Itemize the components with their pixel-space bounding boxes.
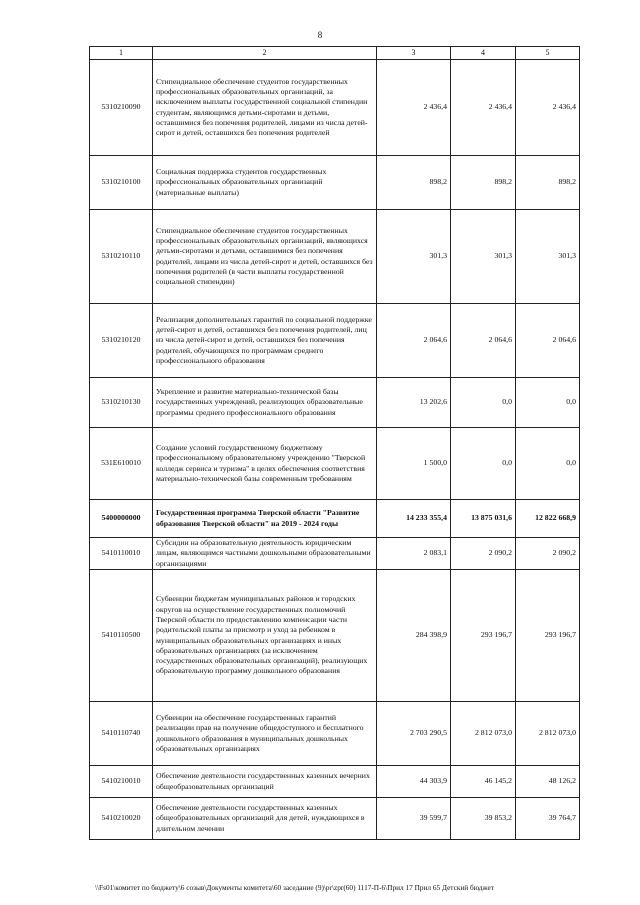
table-row bbox=[90, 378, 580, 428]
table-row bbox=[90, 500, 580, 538]
table-row bbox=[90, 538, 580, 570]
row-value-col5: 898,2 bbox=[516, 156, 580, 210]
row-name: Стипендиальное обеспечение студентов государственных профессиональных образовательных организаций, являющихся детьми-сиротами и детьми, оставшимися без попечения родителей, лицами из числа детей-сирот и детей, оставшихся без попечения родителей (в части выплаты государственной социальной стипендии) bbox=[153, 210, 377, 304]
row-name: Обеспечение деятельности государственных казенных общеобразовательных организаций для детей, нуждающихся в длительном лечении bbox=[153, 798, 377, 840]
row-code: 5410210020 bbox=[90, 798, 153, 840]
row-name: Субсидии на образовательную деятельность юридическим лицам, являющимся частными дошкольными образовательными организациями bbox=[153, 538, 377, 570]
row-name: Реализация дополнительных гарантий по социальной поддержке детей-сирот и детей, оставшихся без попечения родителей, лиц из числа детей-сирот и детей, оставшихся без попечения родителей, обучающихся по программам среднего профессионального образования bbox=[153, 304, 377, 378]
row-value-col3: 2 064,6 bbox=[377, 304, 451, 378]
header-col-1: 1 bbox=[90, 47, 153, 60]
row-value-col3: 44 303,9 bbox=[377, 766, 451, 798]
row-value-col5: 301,3 bbox=[516, 210, 580, 304]
row-value-col4: 46 145,2 bbox=[451, 766, 516, 798]
row-name: Укрепление и развитие материально-технической базы государственных учреждений, реализующих образовательные программы среднего профессионального образования bbox=[153, 378, 377, 428]
row-value-col4: 0,0 bbox=[451, 378, 516, 428]
row-code: 5410110500 bbox=[90, 570, 153, 702]
row-value-col3: 2 083,1 bbox=[377, 538, 451, 570]
row-value-col5: 0,0 bbox=[516, 378, 580, 428]
table-row bbox=[90, 702, 580, 766]
row-value-col5: 39 764,7 bbox=[516, 798, 580, 840]
row-name: Субвенции бюджетам муниципальных районов и городских округов на осуществление государственных полномочий Тверской области по предоставлению компенсации части родительской платы за присмотр и уход за ребенком в муниципальных образовательных организациях и иных образовательных организациях (за исключением государственных образовательных организаций), реализующих образовательную программу дошкольного образования bbox=[153, 570, 377, 702]
row-value-col4: 39 853,2 bbox=[451, 798, 516, 840]
row-value-col4: 2 064,6 bbox=[451, 304, 516, 378]
row-value-col4: 0,0 bbox=[451, 428, 516, 500]
row-name: Обеспечение деятельности государственных казенных вечерних общеобразовательных организаций bbox=[153, 766, 377, 798]
row-value-col4: 2 436,4 bbox=[451, 60, 516, 156]
row-value-col3: 39 599,7 bbox=[377, 798, 451, 840]
row-name: Субвенции на обеспечение государственных гарантий реализации прав на получение общедоступного и бесплатного дошкольного образования в муниципальных дошкольных образовательных организациях bbox=[153, 702, 377, 766]
row-value-col5: 2 090,2 bbox=[516, 538, 580, 570]
header-col-3: 3 bbox=[377, 47, 451, 60]
header-col-2: 2 bbox=[153, 47, 377, 60]
header-col-4: 4 bbox=[451, 47, 516, 60]
row-value-col3: 13 202,6 bbox=[377, 378, 451, 428]
table-row bbox=[90, 210, 580, 304]
row-value-col4: 13 875 031,6 bbox=[451, 500, 516, 538]
row-value-col5: 293 196,7 bbox=[516, 570, 580, 702]
row-value-col4: 2 812 073,0 bbox=[451, 702, 516, 766]
row-code: 5310210090 bbox=[90, 60, 153, 156]
budget-table bbox=[89, 46, 580, 840]
row-name: Создание условий государственному бюджетному профессиональному образовательному учреждению "Тверской колледж сервиса и туризма" в целях обеспечения соответствия материально-технической базы современным требованиям bbox=[153, 428, 377, 500]
row-value-col5: 2 436,4 bbox=[516, 60, 580, 156]
row-value-col4: 293 196,7 bbox=[451, 570, 516, 702]
row-value-col3: 301,3 bbox=[377, 210, 451, 304]
row-value-col3: 14 233 355,4 bbox=[377, 500, 451, 538]
row-value-col4: 2 090,2 bbox=[451, 538, 516, 570]
row-value-col3: 284 398,9 bbox=[377, 570, 451, 702]
table-row bbox=[90, 798, 580, 840]
row-value-col3: 898,2 bbox=[377, 156, 451, 210]
row-name: Стипендиальное обеспечение студентов государственных профессиональных образовательных организаций, за исключением выплаты государственной социальной стипендии студентам, являющимся детьми-сиротами и детьми, оставшимися без попечения родителей, лицами из числа детей-сирот и детей, оставшихся без попечения родителей bbox=[153, 60, 377, 156]
row-code: 5410210010 bbox=[90, 766, 153, 798]
row-value-col5: 2 812 073,0 bbox=[516, 702, 580, 766]
row-code: 5310210120 bbox=[90, 304, 153, 378]
row-name: Социальная поддержка студентов государственных профессиональных образовательных организаций (материальные выплаты) bbox=[153, 156, 377, 210]
row-value-col3: 2 703 290,5 bbox=[377, 702, 451, 766]
row-code: 5310210130 bbox=[90, 378, 153, 428]
row-value-col4: 301,3 bbox=[451, 210, 516, 304]
table-row bbox=[90, 304, 580, 378]
table-header-row bbox=[90, 47, 580, 60]
row-code: 5310210110 bbox=[90, 210, 153, 304]
table-row bbox=[90, 570, 580, 702]
row-code: 5400000000 bbox=[90, 500, 153, 538]
header-col-5: 5 bbox=[516, 47, 580, 60]
table-row bbox=[90, 156, 580, 210]
row-code: 5310210100 bbox=[90, 156, 153, 210]
row-name: Государственная программа Тверской области "Развитие образования Тверской области" на 2019 - 2024 годы bbox=[153, 500, 377, 538]
row-value-col4: 898,2 bbox=[451, 156, 516, 210]
file-path-footer: \\Fs01\комитет по бюджету\6 созыв\Документы комитета\60 заседание (9)\pr\zpr(60) 1117-П-6\Прил 17 Прил 65 Детский бюджет bbox=[95, 883, 494, 892]
table-row bbox=[90, 428, 580, 500]
row-code: 5410110010 bbox=[90, 538, 153, 570]
row-code: 531E610010 bbox=[90, 428, 153, 500]
table-row bbox=[90, 60, 580, 156]
row-value-col3: 2 436,4 bbox=[377, 60, 451, 156]
row-value-col5: 0,0 bbox=[516, 428, 580, 500]
row-value-col5: 12 822 668,9 bbox=[516, 500, 580, 538]
page-number: 8 bbox=[317, 30, 323, 40]
row-value-col3: 1 500,0 bbox=[377, 428, 451, 500]
row-value-col5: 48 126,2 bbox=[516, 766, 580, 798]
table-row bbox=[90, 766, 580, 798]
row-code: 5410110740 bbox=[90, 702, 153, 766]
row-value-col5: 2 064,6 bbox=[516, 304, 580, 378]
